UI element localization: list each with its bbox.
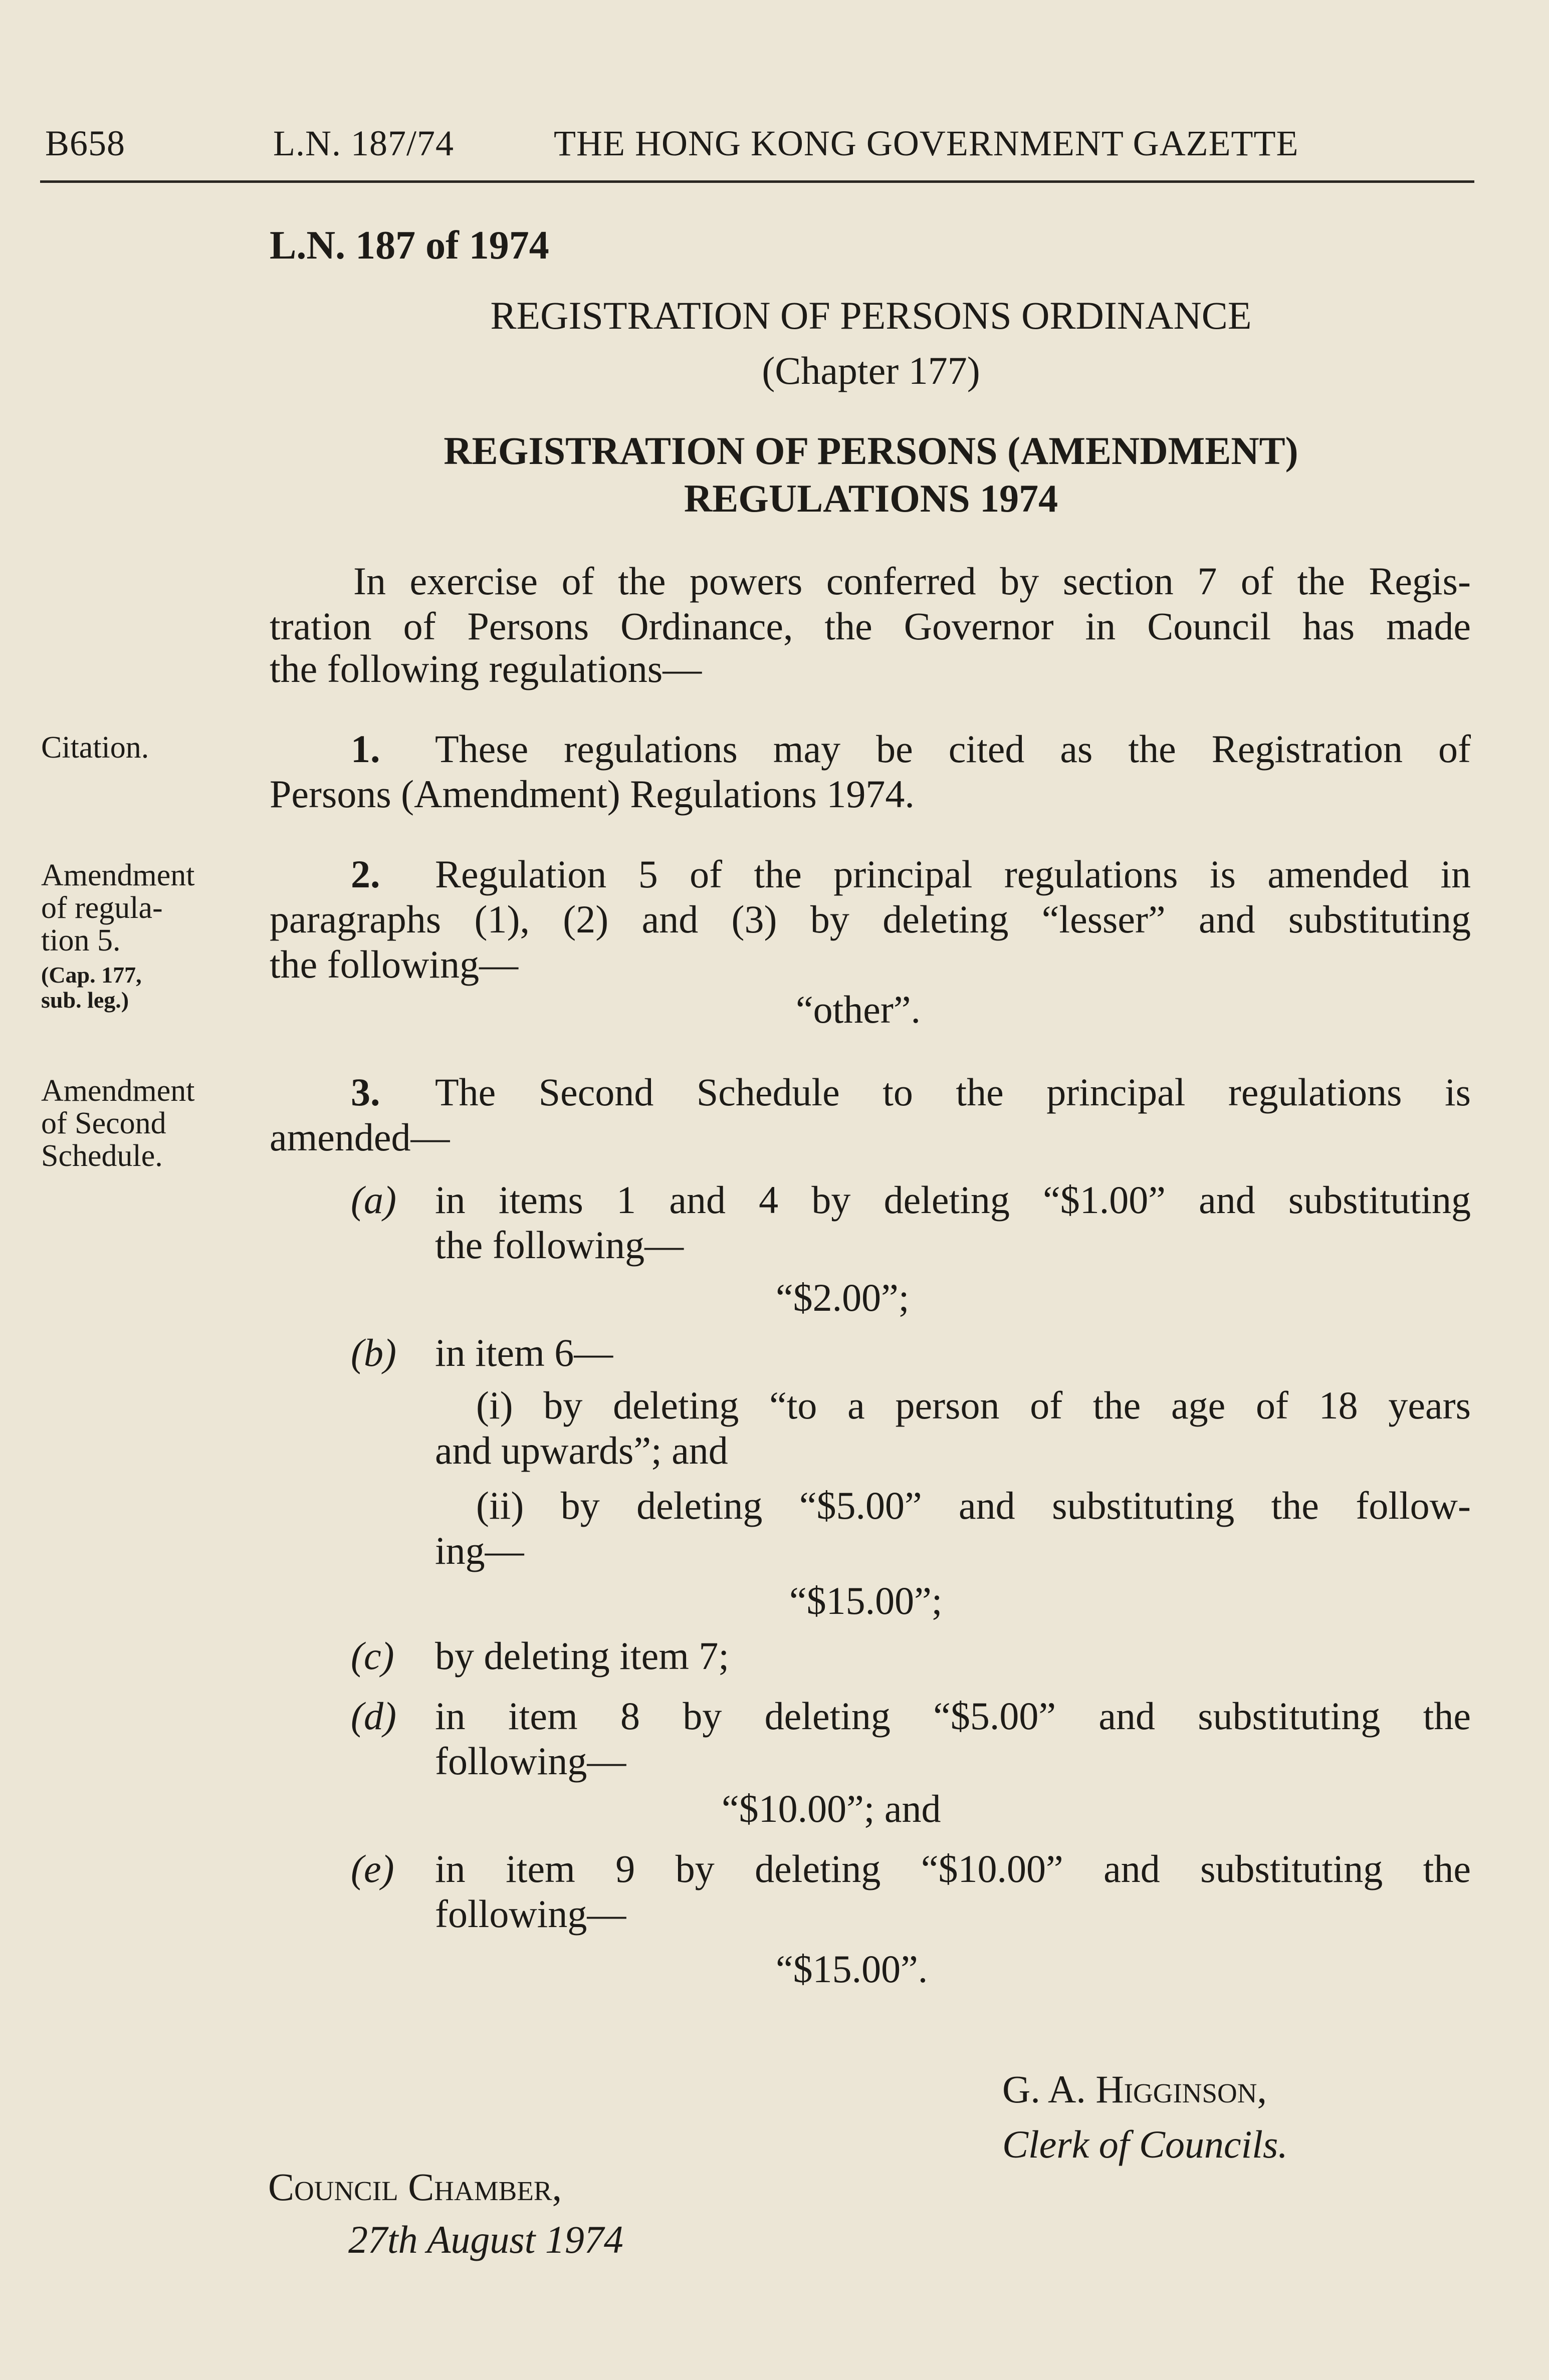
margin-note-amend-schedule: Amendment xyxy=(41,1074,195,1108)
item-e-label: (e) xyxy=(351,1847,394,1890)
notice-date: 27th August 1974 xyxy=(348,2218,623,2261)
item-e-text: following— xyxy=(435,1892,626,1936)
council-chamber: Council Chamber, xyxy=(268,2165,562,2209)
margin-note-cap-ref: (Cap. 177, xyxy=(41,962,142,988)
margin-note-amend5: Amendment xyxy=(41,858,195,892)
item-a-text: the following— xyxy=(435,1223,684,1267)
item-b-text: in item 6— xyxy=(435,1331,613,1374)
item-d-text: in item 8 by deleting “$5.00” and substituting the xyxy=(435,1694,1471,1738)
item-b-substitution: “$15.00”; xyxy=(789,1579,943,1622)
section-2-text: paragraphs (1), (2) and (3) by deleting “lesser” and substituting xyxy=(270,897,1471,941)
item-a-substitution: “$2.00”; xyxy=(776,1276,910,1319)
item-e-text: in item 9 by deleting “$10.00” and substituting the xyxy=(435,1847,1471,1890)
section-2-text: the following— xyxy=(270,942,519,986)
notice-ref: L.N. 187/74 xyxy=(273,123,454,163)
item-b-ii-text: ing— xyxy=(435,1529,524,1572)
item-e-substitution: “$15.00”. xyxy=(776,1947,928,1991)
notice-number: L.N. 187 of 1974 xyxy=(270,223,549,268)
item-d-label: (d) xyxy=(351,1694,396,1738)
regulations-title-line2: REGULATIONS 1974 xyxy=(684,477,1058,520)
section-2-number: 2. xyxy=(351,852,380,896)
item-d-text: following— xyxy=(435,1739,626,1783)
item-c-label: (c) xyxy=(351,1634,394,1678)
item-c-text: by deleting item 7; xyxy=(435,1634,730,1678)
item-b-i-text: (i) by deleting “to a person of the age of 18 years xyxy=(476,1383,1471,1427)
section-3-number: 3. xyxy=(351,1070,380,1114)
section-1-text: Persons (Amendment) Regulations 1974. xyxy=(270,772,915,816)
preamble-line: the following regulations— xyxy=(270,647,702,690)
item-a-label: (a) xyxy=(351,1178,396,1222)
regulations-title-line1: REGISTRATION OF PERSONS (AMENDMENT) xyxy=(444,429,1298,472)
chapter-ref: (Chapter 177) xyxy=(762,349,980,392)
section-3-text: The Second Schedule to the principal regulations is xyxy=(435,1070,1471,1114)
gazette-title: THE HONG KONG GOVERNMENT GAZETTE xyxy=(554,123,1299,163)
signatory-name: G. A. Higginson, xyxy=(1002,2067,1267,2111)
section-1-text: These regulations may be cited as the Registration of xyxy=(435,727,1471,771)
preamble-line: tration of Persons Ordinance, the Governor in Council has made xyxy=(270,604,1471,648)
item-b-i-text: and upwards”; and xyxy=(435,1429,728,1472)
section-3-text: amended— xyxy=(270,1115,450,1159)
margin-note-cap-ref: sub. leg.) xyxy=(41,987,129,1013)
item-a-text: in items 1 and 4 by deleting “$1.00” and substituting xyxy=(435,1178,1471,1222)
section-1-number: 1. xyxy=(351,727,380,771)
signatory-office: Clerk of Councils. xyxy=(1002,2122,1288,2166)
page-number: B658 xyxy=(45,123,126,163)
margin-note-citation: Citation. xyxy=(41,731,149,765)
ordinance-title: REGISTRATION OF PERSONS ORDINANCE xyxy=(490,294,1252,337)
item-b-label: (b) xyxy=(351,1331,396,1374)
header-rule xyxy=(40,180,1474,183)
section-2-text: Regulation 5 of the principal regulations is amended in xyxy=(435,852,1471,896)
section-2-substitution: “other”. xyxy=(796,988,921,1031)
margin-note-amend5: tion 5. xyxy=(41,923,121,958)
margin-note-amend-schedule: of Second xyxy=(41,1106,166,1140)
item-b-ii-text: (ii) by deleting “$5.00” and substituting the follow- xyxy=(476,1484,1471,1527)
item-d-substitution: “$10.00”; and xyxy=(722,1787,941,1830)
margin-note-amend-schedule: Schedule. xyxy=(41,1139,163,1173)
margin-note-amend5: of regula- xyxy=(41,891,163,925)
preamble-line: In exercise of the powers conferred by section 7 of the Regis- xyxy=(353,559,1471,603)
